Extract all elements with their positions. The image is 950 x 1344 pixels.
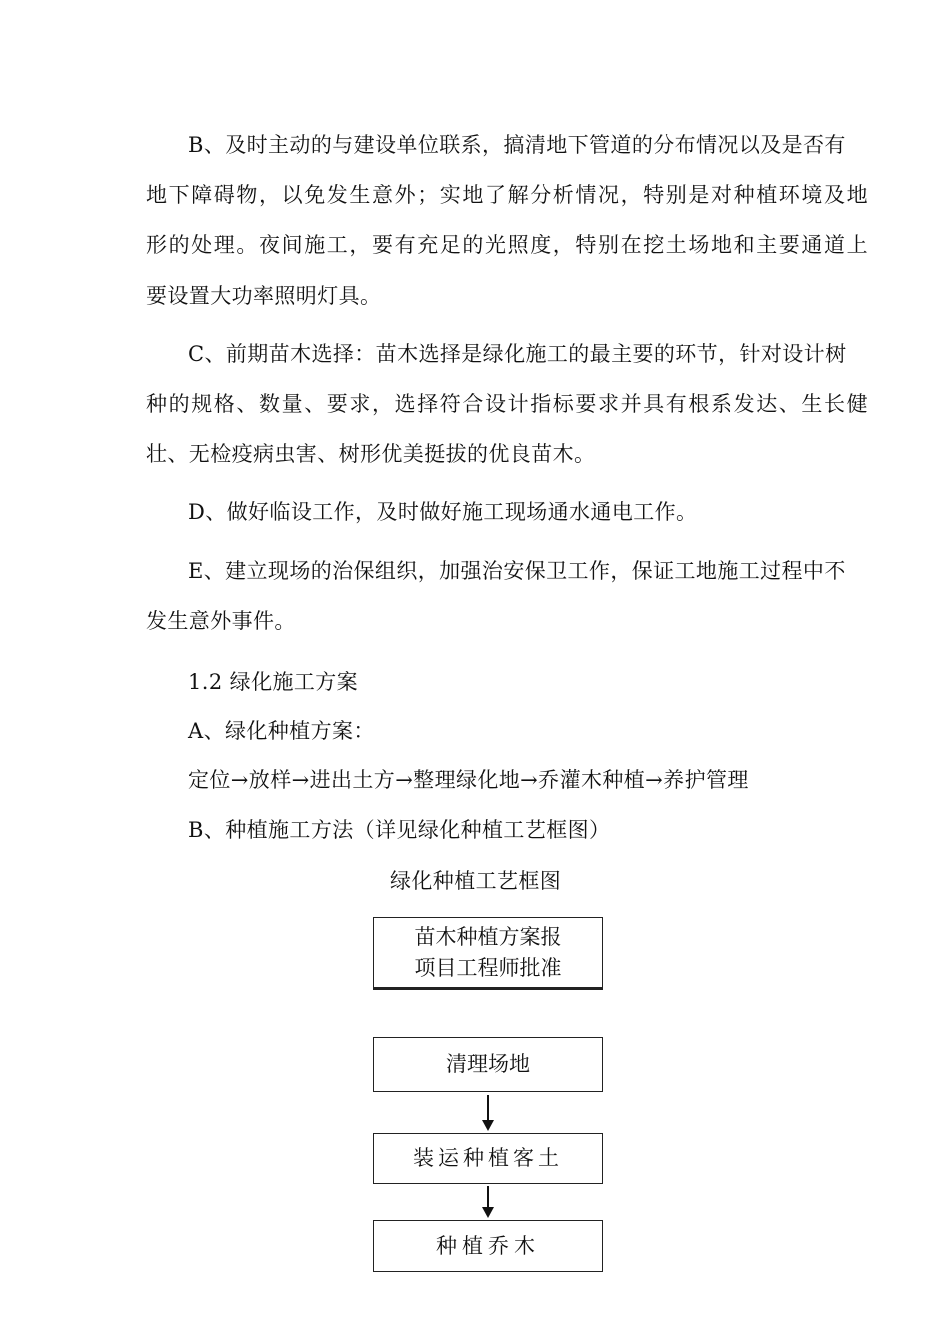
flowchart-step-plant-trees bbox=[373, 1220, 603, 1272]
paragraph-e-line-1: E、建立现场的治保组织，加强治安保卫工作，保证工地施工过程中不 bbox=[188, 559, 846, 583]
method-b-label: B、种植施工方法（详见绿化种植工艺框图） bbox=[188, 818, 611, 842]
paragraph-b-line-3: 形的处理。夜间施工，要有充足的光照度，特别在挖土场地和主要通道上 bbox=[146, 233, 868, 257]
paragraph-b-line-4: 要设置大功率照明灯具。 bbox=[146, 284, 382, 308]
flowchart-step-approval-label: 苗木种植方案报 项目工程师批准 bbox=[414, 924, 562, 980]
flowchart-step-plant-trees-label: 种植乔木 bbox=[436, 1233, 540, 1258]
plan-a-label: A、绿化种植方案： bbox=[188, 719, 375, 743]
flowchart-step-soil-label: 装运种植客土 bbox=[413, 1146, 563, 1170]
section-heading: 1.2 绿化施工方案 bbox=[188, 670, 359, 694]
flowchart-arrow-down-icon bbox=[487, 1095, 489, 1129]
paragraph-b-line-1: B、及时主动的与建设单位联系，搞清地下管道的分布情况以及是否有 bbox=[188, 133, 846, 157]
paragraph-c-line-2: 种的规格、数量、要求，选择符合设计指标要求并具有根系发达、生长健 bbox=[146, 392, 868, 416]
flowchart-step-soil bbox=[373, 1133, 603, 1184]
paragraph-d-line-1: D、做好临设工作，及时做好施工现场通水通电工作。 bbox=[188, 500, 698, 524]
flowchart-title: 绿化种植工艺框图 bbox=[390, 869, 562, 893]
flowchart-arrow-down-icon bbox=[487, 1186, 489, 1216]
flowchart-step-clear-site bbox=[373, 1037, 603, 1092]
flowchart-step-clear-site-label: 清理场地 bbox=[446, 1052, 530, 1076]
flowchart-step-approval bbox=[373, 917, 603, 990]
paragraph-c-line-3: 壮、无检疫病虫害、树形优美挺拔的优良苗木。 bbox=[146, 442, 596, 466]
planting-flow-text: 定位→放样→进出土方→整理绿化地→乔灌木种植→养护管理 bbox=[188, 768, 749, 792]
paragraph-c-line-1: C、前期苗木选择：苗木选择是绿化施工的最主要的环节，针对设计树 bbox=[188, 342, 847, 366]
paragraph-e-line-2: 发生意外事件。 bbox=[146, 609, 296, 633]
paragraph-b-line-2: 地下障碍物，以免发生意外；实地了解分析情况，特别是对种植环境及地 bbox=[146, 183, 868, 207]
